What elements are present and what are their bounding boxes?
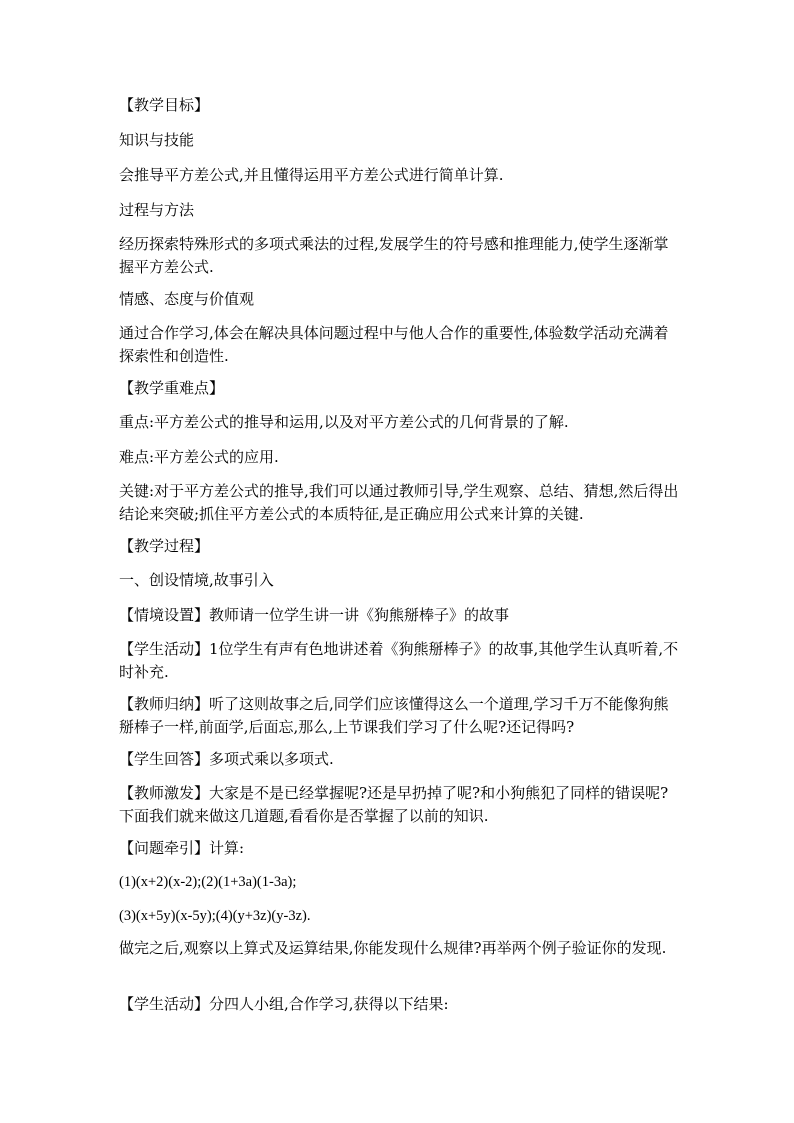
section-heading-teaching-process: 【教学过程】	[119, 537, 210, 555]
paragraph-key-point: 重点:平方差公式的推导和运用,以及对平方差公式的几何背景的了解.	[119, 413, 569, 431]
paragraph-student-activity-1: 【学生活动】1位学生有声有色地讲述着《狗熊掰棒子》的故事,其他学生认真听着,不时补充.	[119, 640, 679, 681]
subheading-knowledge-skills: 知识与技能	[119, 131, 195, 149]
paragraph-problem-lead: 【问题牵引】计算:	[119, 839, 245, 857]
paragraph-difficult-point: 难点:平方差公式的应用.	[119, 448, 279, 466]
paragraph-key-method: 关键:对于平方差公式的推导,我们可以通过教师引导,学生观察、总结、猜想,然后得出结论来突破;抓住平方差公式的本质特征,是正确应用公式来计算的关键.	[119, 482, 679, 523]
paragraph-scenario-setting: 【情境设置】教师请一位学生讲一讲《狗熊掰棒子》的故事	[119, 606, 510, 624]
paragraph-observation-prompt: 做完之后,观察以上算式及运算结果,你能发现什么规律?再举两个例子验证你的发现.	[119, 939, 667, 957]
paragraph-process-goal: 经历探索特殊形式的多项式乘法的过程,发展学生的符号感和推理能力,使学生逐渐掌握平方差公式.	[119, 235, 669, 276]
paragraph-teacher-motivation: 【教师激发】大家是不是已经掌握呢?还是早扔掉了呢?和小狗熊犯了同样的错误呢?下面我们就来做这几道题,看看你是否掌握了以前的知识.	[119, 784, 669, 825]
math-exercises-line-1: (1)(x+2)(x-2);(2)(1+3a)(1-3a);	[119, 874, 297, 890]
paragraph-emotion-goal: 通过合作学习,体会在解决具体问题过程中与他人合作的重要性,体验数学活动充满着探索性和创造性.	[119, 324, 669, 365]
subheading-process-method: 过程与方法	[119, 201, 195, 219]
section-heading-key-points: 【教学重难点】	[119, 379, 225, 397]
paragraph-knowledge-goal: 会推导平方差公式,并且懂得运用平方差公式进行简单计算.	[119, 166, 504, 184]
paragraph-student-activity-2: 【学生活动】分四人小组,合作学习,获得以下结果:	[119, 995, 449, 1013]
math-exercises-line-2: (3)(x+5y)(x-5y);(4)(y+3z)(y-3z).	[119, 908, 311, 924]
subheading-emotion-values: 情感、态度与价值观	[119, 290, 255, 308]
paragraph-student-answer: 【学生回答】多项式乘以多项式.	[119, 750, 334, 768]
subheading-scenario-intro: 一、创设情境,故事引入	[119, 571, 274, 589]
paragraph-teacher-summary: 【教师归纳】听了这则故事之后,同学们应该懂得这么一个道理,学习千万不能像狗熊掰棒子一样,前面学,后面忘,那么,上节课我们学习了什么呢?还记得吗?	[119, 695, 669, 736]
section-heading-teaching-goals: 【教学目标】	[119, 96, 210, 114]
